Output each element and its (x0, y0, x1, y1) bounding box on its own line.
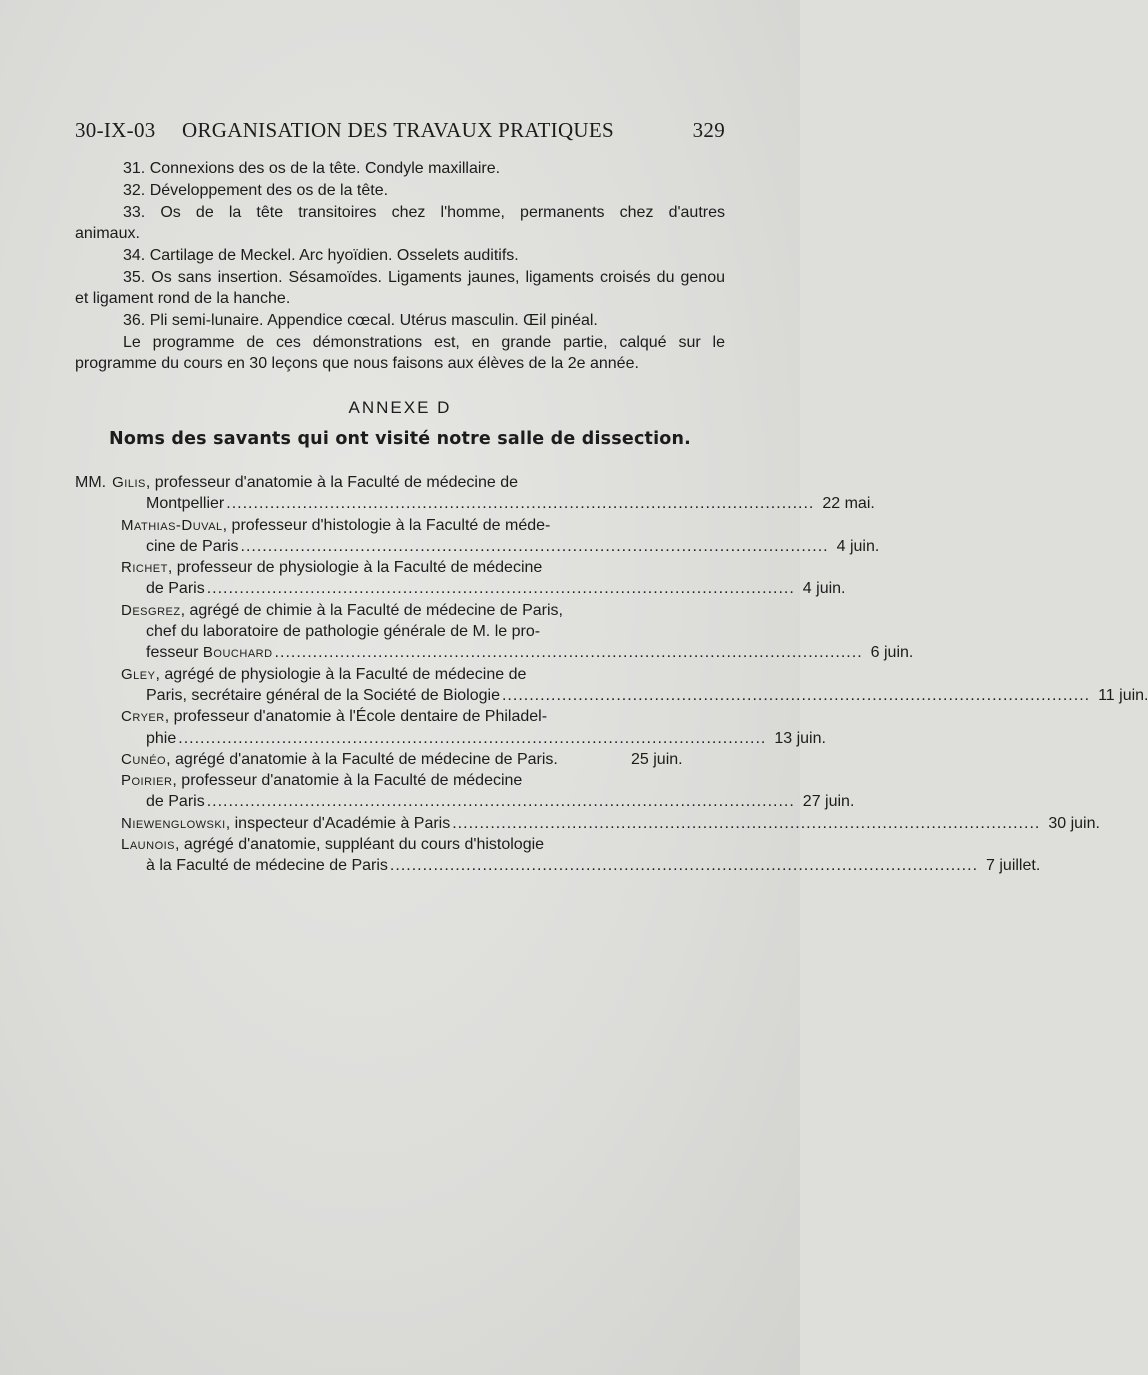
visitor-entry (75, 472, 875, 515)
annexe-title: ANNEXE D (348, 398, 452, 417)
visit-date: 11 juin. (1098, 686, 1148, 704)
visitor-name: Cryer (121, 708, 165, 726)
mm-prefix: MM. (75, 474, 107, 491)
visitor-title: , professeur d'anatomie à la Faculté de médecine de (145, 474, 519, 491)
visitor-title: , inspecteur d'Académie à Paris (225, 814, 451, 832)
leader-dots: ............................................................................................................ (206, 580, 795, 598)
visitor-entry (75, 813, 1100, 834)
visitor-title-end: fesseur (146, 644, 199, 662)
visitor-entry (75, 706, 826, 749)
visit-date: 22 mai. (822, 495, 875, 513)
visitor-title: , professeur d'anatomie à l'École dentaire de Philadel- (164, 708, 548, 726)
page-number: 329 (692, 118, 725, 142)
visitor-title: , agrégé de chimie à la Faculté de médecine de Paris, (180, 601, 563, 619)
leader-dots: ............................................................................................................ (240, 537, 829, 555)
leader-dots: ............................................................................................................ (226, 495, 815, 513)
visit-date: 6 juin. (870, 644, 914, 662)
list-item: 35. Os sans insertion. Sésamoïdes. Ligaments jaunes, ligaments croisés du genou et ligament rond de la hanche. (75, 269, 725, 307)
visitors-list (75, 472, 1148, 877)
program-paragraph: Le programme de ces démonstrations est, en grande partie, calqué sur le programme du cours en 30 leçons que nous faisons aux élèves de la 2e année. (75, 334, 725, 372)
visitor-name: Desgrez (121, 601, 181, 619)
visitor-name: Niewenglowski (121, 814, 226, 832)
list-item: 34. Cartilage de Meckel. Arc hyoïdien. Osselets auditifs. (123, 247, 519, 264)
visit-date: 4 juin. (836, 537, 880, 555)
visit-date: 25 juin. (631, 750, 683, 768)
visitor-title: , agrégé d'anatomie, suppléant du cours d'histologie (175, 836, 545, 854)
leader-dots: ............................................................................................................ (178, 729, 767, 747)
visit-date: 7 juillet. (986, 857, 1041, 875)
visitor-title: , professeur de physiologie à la Faculté de médecine (167, 559, 543, 577)
leader-dots: ............................................................................................................ (206, 793, 795, 811)
list-item: 33. Os de la tête transitoires chez l'homme, permanents chez d'autres animaux. (75, 204, 725, 242)
visit-date: 4 juin. (802, 580, 846, 598)
professor-name: Bouchard (202, 644, 273, 662)
visitor-title: , agrégé d'anatomie à la Faculté de médecine de Paris. (166, 750, 558, 768)
visitor-title-end: de Paris (146, 793, 205, 811)
leader-dots: ............................................................................................................ (501, 686, 1091, 704)
visitor-entry (75, 834, 1041, 877)
running-header (75, 118, 725, 152)
visitor-name: Launois (121, 836, 176, 854)
visitor-title-end: à la Faculté de médecine de Paris (146, 857, 388, 875)
visitor-title-line2: chef du laboratoire de pathologie générale de M. le pro- (146, 623, 541, 641)
visit-date: 30 juin. (1048, 814, 1100, 832)
visitor-name: Gley (121, 665, 156, 683)
visitor-name: Richet (121, 559, 168, 577)
visitor-entry (75, 600, 914, 664)
annexe-subtitle: Noms des savants qui ont visité notre salle de dissection. (108, 429, 692, 449)
list-item: 36. Pli semi-lunaire. Appendice cœcal. Utérus masculin. Œil pinéal. (123, 312, 598, 329)
leader-dots: ............................................................................................................ (274, 644, 863, 662)
list-item: 32. Développement des os de la tête. (123, 182, 389, 199)
visitor-entry (75, 749, 725, 770)
visitor-entry (75, 557, 846, 600)
visitor-name: Poirier (121, 772, 173, 790)
visitor-name: Mathias-Duval (121, 516, 223, 534)
visitor-title: , professeur d'anatomie à la Faculté de médecine (172, 772, 523, 790)
visitor-title-end: de Paris (146, 580, 205, 598)
visitor-name: Cunéo (121, 750, 167, 768)
visitor-title-end: phie (146, 729, 177, 747)
leader-dots: ............................................................................................................ (452, 814, 1041, 832)
visitor-title-end: cine de Paris (146, 537, 239, 555)
header-title: ORGANISATION DES TRAVAUX PRATIQUES (182, 118, 615, 142)
visitor-title-end: Paris, secrétaire général de la Société de Biologie (146, 686, 500, 704)
header-date-code: 30-IX-03 (75, 118, 156, 142)
visitor-entry (75, 515, 880, 558)
demonstration-list (75, 158, 725, 374)
visit-date: 13 juin. (774, 729, 826, 747)
visitor-entry (75, 770, 855, 813)
visitor-entry (75, 664, 1148, 707)
visitor-name: Gilis (112, 474, 146, 491)
visit-date: 27 juin. (802, 793, 855, 811)
leader-dots: ............................................................................................................ (389, 857, 979, 875)
list-item: 31. Connexions des os de la tête. Condyle maxillaire. (123, 160, 501, 177)
visitor-title: , professeur d'histologie à la Faculté de méde- (222, 516, 551, 534)
visitor-title-end: Montpellier (146, 495, 225, 513)
visitor-title: , agrégé de physiologie à la Faculté de médecine de (155, 665, 527, 683)
